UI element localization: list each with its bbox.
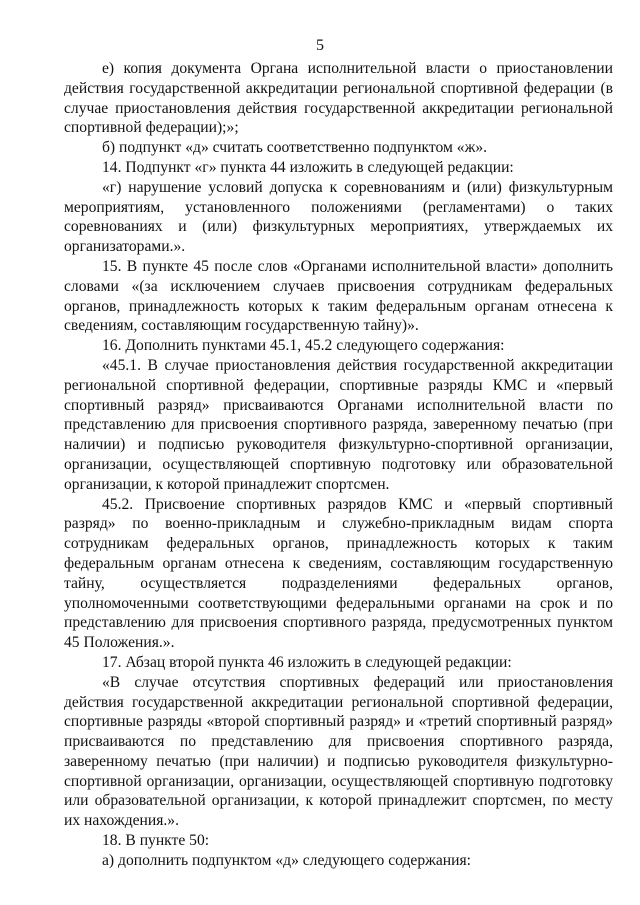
paragraph-16: 16. Дополнить пунктами 45.1, 45.2 следующего содержания: [102, 337, 505, 355]
paragraph-14: 14. Подпункт «г» пункта 44 изложить в следующей редакции: [102, 158, 514, 176]
paragraph-45-2: 45.2. Присвоение спортивных разрядов КМС и «первый спортивный разряд» по военно-прикладным и служебно-прикладным видам спорта сотрудникам федеральных органов, принадлежность которых к таким федеральным органам отнесена к сведениям, составляющим государственную тайну, осуществляется подразделениями федеральных органов, уполномоченными соответствующими федеральными органами на срок и по представлению для присвоения спортивного разряда, предусмотренных пунктом 45 Положения.». [64, 495, 613, 652]
paragraph-e-copy-document: е) копия документа Органа исполнительной власти о приостановлении действия государственной аккредитации региональной спортивной федерации (в случае приостановления действия государственной аккредитации региональной спортивной федерации);»; [64, 60, 613, 137]
paragraph-17: 17. Абзац второй пункта 46 изложить в следующей редакции: [102, 653, 512, 671]
page-number: 5 [316, 37, 324, 54]
paragraph-18: 18. В пункте 50: [102, 832, 210, 850]
paragraph-45-1: «45.1. В случае приостановления действия государственной аккредитации региональной спортивной федерации, спортивные разряды КМС и «первый спортивный разряд» присваиваются Органами исполнительной власти по представлению для присвоения спортивного разряда, заверенному печатью (при наличии) и подписью руководителя физкультурно-спортивной организации, организации, осуществляющей спортивную подготовку или образовательной организации, к которой принадлежит спортсмен. [64, 356, 613, 493]
paragraph-b-renumber: б) подпункт «д» считать соответственно подпунктом «ж». [102, 139, 488, 157]
paragraph-a-add-subpoint: а) дополнить подпунктом «д» следующего содержания: [102, 851, 472, 869]
paragraph-15: 15. В пункте 45 после слов «Органами исполнительной власти» дополнить словами «(за исключением случаев присвоения сотрудникам федеральных органов, принадлежность которых к таким федеральным органам отнесена к сведениям, составляющим государственную тайну)». [64, 257, 613, 335]
paragraph-g-violation: «г) нарушение условий допуска к соревнованиям и (или) физкультурным мероприятиям, установленного положениями (регламентами) о таких соревнованиях и (или) физкультурных мероприятиях, утверждаемых их организаторами.». [64, 178, 613, 256]
paragraph-46-new-text: «В случае отсутствия спортивных федераций или приостановления действия государственной аккредитации региональной спортивной федерации, спортивные разряды «второй спортивный разряд» и «третий спортивный разряд» присваиваются по представлению для присвоения спортивного разряда, заверенному печатью (при наличии) и подписью руководителя физкультурно-спортивной организации, организации, осуществляющей спортивную подготовку или образовательной организации, к которой принадлежит спортсмен, по месту их нахождения.». [64, 673, 613, 830]
document-body [64, 59, 613, 871]
